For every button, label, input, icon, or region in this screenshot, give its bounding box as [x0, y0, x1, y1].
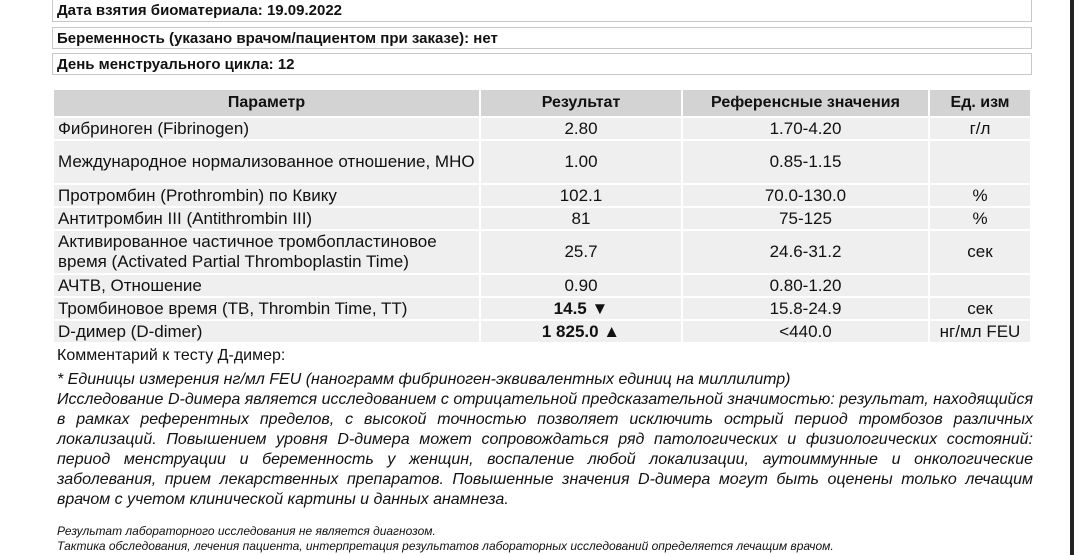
param-cell: Протромбин (Prothrombin) по Квику — [54, 185, 479, 206]
table-row — [54, 208, 1030, 229]
unit-cell: сек — [930, 298, 1030, 319]
result-cell: 1.00 — [481, 141, 681, 183]
unit-cell: % — [930, 208, 1030, 229]
result-cell: 81 — [481, 208, 681, 229]
result-cell: 0.90 — [481, 275, 681, 296]
unit-cell: сек — [930, 231, 1030, 273]
table-row — [54, 321, 1030, 342]
param-cell: АЧТВ, Отношение — [54, 275, 479, 296]
param-cell: Фибриноген (Fibrinogen) — [54, 118, 479, 139]
comment-units-note: * Единицы измерения нг/мл FEU (нанограмм фибриноген-эквивалентных единиц на миллилитр) — [57, 371, 791, 388]
reference-cell: 75-125 — [683, 208, 928, 229]
reference-cell: 1.70-4.20 — [683, 118, 928, 139]
param-cell: Международное нормализованное отношение, МНО — [54, 141, 479, 183]
reference-cell: 24.6-31.2 — [683, 231, 928, 273]
comment-text: Исследование D-димера является исследованием с отрицательной предсказательной значимостью: результат, находящийся в рамках референтных пределов, с высокой точностью позволяет исключить острый период тромбозов различных локализаций. Повышением уровня D-димера может сопровождаться ряд патологических и физиологических состояний: период менструации и беременность у женщин, воспаление любой локализации, аутоиммунные и онкологические заболевания, прием лекарственных препаратов. Повышенные значения D-димера могут быть оценены только лечащим врачом с учетом клинической картины и данных анамнеза. — [57, 391, 1033, 508]
unit-cell: % — [930, 185, 1030, 206]
footer-disclaimer: Результат лабораторного исследования не является диагнозом. — [57, 524, 436, 538]
column-header-reference: Референсные значения — [683, 90, 928, 116]
unit-cell: нг/мл FEU — [930, 321, 1030, 342]
footer-note: Тактика обследования, лечения пациента, интерпретация результатов лабораторных исследований определяется лечащим врачом. — [57, 539, 834, 553]
table-row — [54, 275, 1030, 296]
column-header-parameter: Параметр — [54, 90, 479, 116]
comment-body — [57, 370, 1033, 510]
table-row — [54, 231, 1030, 273]
param-cell: Тромбиновое время (TB, Thrombin Time, TT) — [54, 298, 479, 319]
table-row — [54, 185, 1030, 206]
param-cell: Антитромбин III (Antithrombin III) — [54, 208, 479, 229]
column-header-unit: Ед. изм — [930, 90, 1030, 116]
param-cell: Активированное частичное тромбопластиновое время (Activated Partial Thromboplastin Time) — [54, 231, 479, 273]
results-table — [52, 88, 1032, 344]
comment-title: Комментарий к тесту Д-димер: — [57, 347, 286, 364]
pregnancy-status: Беременность (указано врачом/пациентом при заказе): нет — [52, 27, 1032, 49]
result-cell-high-flag: 1 825.0 ▲ — [481, 321, 681, 342]
result-cell: 25.7 — [481, 231, 681, 273]
table-row — [54, 118, 1030, 139]
sample-date: Дата взятия биоматериала: 19.09.2022 — [52, 0, 1032, 22]
reference-cell: 70.0-130.0 — [683, 185, 928, 206]
unit-cell — [930, 275, 1030, 296]
result-cell: 102.1 — [481, 185, 681, 206]
reference-cell: 0.85-1.15 — [683, 141, 928, 183]
page-edge-divider — [1070, 0, 1074, 555]
column-header-result: Результат — [481, 90, 681, 116]
table-row — [54, 141, 1030, 183]
result-cell-low-flag: 14.5 ▼ — [481, 298, 681, 319]
table-header-row — [54, 90, 1030, 116]
unit-cell — [930, 141, 1030, 183]
result-cell: 2.80 — [481, 118, 681, 139]
reference-cell: 15.8-24.9 — [683, 298, 928, 319]
param-cell: D-димер (D-dimer) — [54, 321, 479, 342]
table-row — [54, 298, 1030, 319]
unit-cell: г/л — [930, 118, 1030, 139]
reference-cell: <440.0 — [683, 321, 928, 342]
cycle-day: День менструального цикла: 12 — [52, 53, 1032, 75]
reference-cell: 0.80-1.20 — [683, 275, 928, 296]
